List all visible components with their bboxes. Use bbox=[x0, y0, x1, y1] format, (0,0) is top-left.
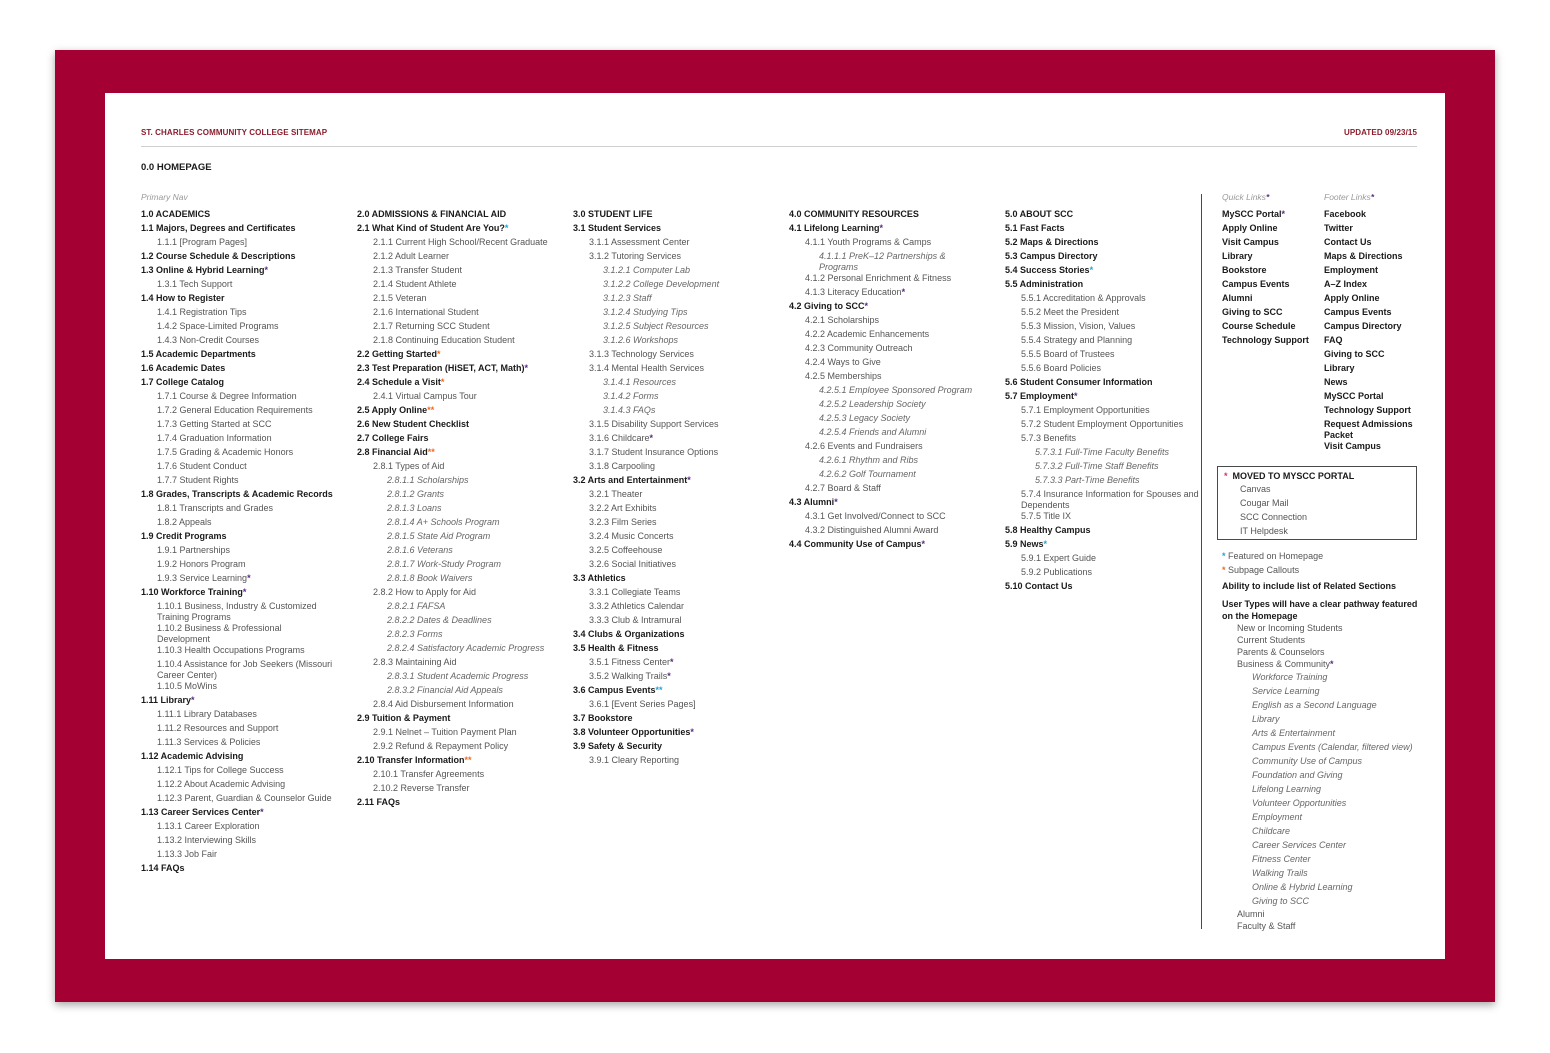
section-item-1-2-course-schedule-descriptions: 1.2 Course Schedule & Descriptions bbox=[141, 251, 296, 261]
subsection-item-1-4-3-non-credit-courses: 1.4.3 Non-Credit Courses bbox=[157, 335, 260, 345]
section-heading-4-0-community-resources: 4.0 COMMUNITY RESOURCES bbox=[789, 209, 919, 219]
user-type-parents-counselors: Parents & Counselors bbox=[1237, 647, 1325, 657]
subsection-item-3-1-4-mental-health-services: 3.1.4 Mental Health Services bbox=[589, 363, 705, 373]
footer-links-item-apply-online: Apply Online bbox=[1324, 293, 1380, 303]
footer-links-item-campus-directory: Campus Directory bbox=[1324, 321, 1402, 331]
subsection-item-5-9-1-expert-guide: 5.9.1 Expert Guide bbox=[1021, 553, 1097, 563]
subsection-item-1-10-3-health-occupations-programs: 1.10.3 Health Occupations Programs bbox=[157, 645, 305, 655]
footer-links-item-twitter: Twitter bbox=[1324, 223, 1353, 233]
moved-to-portal-box bbox=[1217, 466, 1417, 540]
section-item-2-2-getting-started: 2.2 Getting Started* bbox=[357, 349, 441, 359]
sub-subsection-item-2-8-3-2-financial-aid-appeals: 2.8.3.2 Financial Aid Appeals bbox=[387, 685, 503, 695]
sub-subsection-item-3-1-2-1-computer-lab: 3.1.2.1 Computer Lab bbox=[603, 265, 691, 275]
subsection-item-3-5-1-fitness-center: 3.5.1 Fitness Center* bbox=[589, 657, 674, 667]
section-item-5-10-contact-us: 5.10 Contact Us bbox=[1005, 581, 1073, 591]
sub-subsection-item-4-2-6-1-rhythm-and-ribs: 4.2.6.1 Rhythm and Ribs bbox=[819, 455, 919, 465]
highlight-star-icon: * bbox=[247, 573, 251, 583]
subsection-item-2-1-2-adult-learner: 2.1.2 Adult Learner bbox=[373, 251, 450, 261]
footer-links-item-a-z-index: A–Z Index bbox=[1324, 279, 1368, 289]
subsection-item-4-2-2-academic-enhancements: 4.2.2 Academic Enhancements bbox=[805, 329, 930, 339]
footer-links-item-technology-support: Technology Support bbox=[1324, 405, 1411, 415]
student-life-column bbox=[573, 209, 769, 769]
subsection-item-1-4-1-registration-tips: 1.4.1 Registration Tips bbox=[157, 307, 247, 317]
section-item-2-10-transfer-information: 2.10 Transfer Information** bbox=[357, 755, 472, 765]
highlight-star-icon: * bbox=[879, 223, 884, 233]
footer-links-item-library: Library bbox=[1324, 363, 1355, 373]
subsection-item-1-9-2-honors-program: 1.9.2 Honors Program bbox=[157, 559, 246, 569]
subsection-item-4-3-1-get-involved-connect-to-scc: 4.3.1 Get Involved/Connect to SCC bbox=[805, 511, 946, 521]
quick-links-item-myscc-portal: MySCC Portal* bbox=[1222, 209, 1286, 219]
sitemap-title: ST. CHARLES COMMUNITY COLLEGE SITEMAP bbox=[141, 128, 328, 137]
subsection-item-1-13-1-career-exploration: 1.13.1 Career Exploration bbox=[157, 821, 260, 831]
community-resources-column bbox=[789, 209, 985, 553]
updated-date: UPDATED 09/23/15 bbox=[1343, 128, 1417, 137]
highlight-star-icon: * bbox=[1281, 209, 1286, 219]
quick-links-label: Quick Links* bbox=[1222, 192, 1270, 202]
quick-links-item-course-schedule: Course Schedule bbox=[1222, 321, 1296, 331]
highlight-star-icon: ** bbox=[464, 755, 472, 765]
subsection-item-5-5-3-mission-vision-values: 5.5.3 Mission, Vision, Values bbox=[1021, 321, 1136, 331]
subsection-item-2-9-2-refund-repayment-policy: 2.9.2 Refund & Repayment Policy bbox=[373, 741, 509, 751]
subsection-item-1-11-1-library-databases: 1.11.1 Library Databases bbox=[157, 709, 257, 719]
sub-subsection-item-5-7-3-3-part-time-benefits: 5.7.3.3 Part-Time Benefits bbox=[1035, 475, 1140, 485]
section-item-5-8-healthy-campus: 5.8 Healthy Campus bbox=[1005, 525, 1091, 535]
subsection-item-3-5-2-walking-trails: 3.5.2 Walking Trails* bbox=[589, 671, 671, 681]
sub-subsection-item-2-8-1-2-grants: 2.8.1.2 Grants bbox=[387, 489, 445, 499]
user-type-library: Library bbox=[1252, 714, 1280, 724]
subsection-item-1-7-4-graduation-information: 1.7.4 Graduation Information bbox=[157, 433, 272, 443]
quick-links-item-visit-campus: Visit Campus bbox=[1222, 237, 1279, 247]
sub-subsection-item-2-8-2-2-dates-deadlines: 2.8.2.2 Dates & Deadlines bbox=[387, 615, 492, 625]
subsection-item-2-8-4-aid-disbursement-information: 2.8.4 Aid Disbursement Information bbox=[373, 699, 514, 709]
section-item-2-6-new-student-checklist: 2.6 New Student Checklist bbox=[357, 419, 470, 429]
legend-star-icon: * bbox=[1222, 565, 1226, 575]
subsection-item-1-12-1-tips-for-college-success: 1.12.1 Tips for College Success bbox=[157, 765, 284, 775]
subsection-item-4-2-3-community-outreach: 4.2.3 Community Outreach bbox=[805, 343, 913, 353]
highlight-star-icon: * bbox=[690, 727, 694, 737]
subsection-item-3-2-4-music-concerts: 3.2.4 Music Concerts bbox=[589, 531, 674, 541]
section-item-1-13-career-services-center: 1.13 Career Services Center* bbox=[141, 807, 264, 817]
subsection-item-1-8-2-appeals: 1.8.2 Appeals bbox=[157, 517, 212, 527]
highlight-star-icon: * bbox=[1074, 391, 1078, 401]
footer-links-item-faq: FAQ bbox=[1324, 335, 1343, 345]
section-item-2-3-test-preparation-hiset-act-math: 2.3 Test Preparation (HiSET, ACT, Math)* bbox=[357, 363, 529, 373]
subsection-item-1-10-4-assistance-for-job-seekers-missou: 1.10.4 Assistance for Job Seekers (Missouri Career Center) bbox=[157, 659, 333, 680]
section-item-3-1-student-services: 3.1 Student Services bbox=[573, 223, 662, 233]
footer-links-item-maps-directions: Maps & Directions bbox=[1324, 251, 1403, 261]
highlight-star-icon: * bbox=[1330, 659, 1334, 669]
section-item-2-11-faqs: 2.11 FAQs bbox=[357, 797, 401, 807]
subsection-item-2-8-2-how-to-apply-for-aid: 2.8.2 How to Apply for Aid bbox=[373, 587, 477, 597]
subsection-item-4-1-1-youth-programs-camps: 4.1.1 Youth Programs & Camps bbox=[805, 237, 932, 247]
user-type-career-services-center: Career Services Center bbox=[1252, 840, 1347, 850]
highlight-star-icon: * bbox=[242, 587, 247, 597]
subsection-item-4-2-1-scholarships: 4.2.1 Scholarships bbox=[805, 315, 880, 325]
section-heading-1-0-academics: 1.0 ACADEMICS bbox=[141, 209, 211, 219]
quick-links-item-giving-to-scc: Giving to SCC bbox=[1222, 307, 1283, 317]
footer-links-item-employment: Employment bbox=[1324, 265, 1379, 275]
subsection-item-2-4-1-virtual-campus-tour: 2.4.1 Virtual Campus Tour bbox=[373, 391, 477, 401]
subsection-item-1-7-2-general-education-requirements: 1.7.2 General Education Requirements bbox=[157, 405, 313, 415]
sub-subsection-item-4-2-5-1-employee-sponsored-program: 4.2.5.1 Employee Sponsored Program bbox=[819, 385, 973, 395]
quick-links-item-technology-support: Technology Support bbox=[1222, 335, 1309, 345]
highlight-star-icon: ** bbox=[655, 685, 663, 695]
subsection-item-3-1-5-disability-support-services: 3.1.5 Disability Support Services bbox=[589, 419, 719, 429]
subsection-item-1-8-1-transcripts-and-grades: 1.8.1 Transcripts and Grades bbox=[157, 503, 274, 513]
section-item-2-1-what-kind-of-student-are-you: 2.1 What Kind of Student Are You?* bbox=[357, 223, 509, 233]
sitemap-frame bbox=[55, 50, 1495, 1002]
section-item-1-8-grades-transcripts-academic-records: 1.8 Grades, Transcripts & Academic Records bbox=[141, 489, 333, 499]
subsection-item-3-9-1-cleary-reporting: 3.9.1 Cleary Reporting bbox=[589, 755, 680, 765]
sub-subsection-item-5-7-3-1-full-time-faculty-benefits: 5.7.3.1 Full-Time Faculty Benefits bbox=[1035, 447, 1169, 457]
section-item-5-1-fast-facts: 5.1 Fast Facts bbox=[1005, 223, 1065, 233]
user-type-giving-to-scc: Giving to SCC bbox=[1252, 896, 1310, 906]
user-type-faculty-staff: Faculty & Staff bbox=[1237, 921, 1296, 931]
subsection-item-5-5-2-meet-the-president: 5.5.2 Meet the President bbox=[1021, 307, 1120, 317]
about-scc-column bbox=[1005, 209, 1201, 595]
section-item-1-1-majors-degrees-and-certificates: 1.1 Majors, Degrees and Certificates bbox=[141, 223, 296, 233]
highlight-star-icon: * bbox=[670, 657, 674, 667]
subsection-item-3-1-2-tutoring-services: 3.1.2 Tutoring Services bbox=[589, 251, 682, 261]
subsection-item-1-10-5-mowins: 1.10.5 MoWins bbox=[157, 681, 218, 691]
section-item-5-7-employment: 5.7 Employment* bbox=[1005, 391, 1078, 401]
footer-links-item-campus-events: Campus Events bbox=[1324, 307, 1392, 317]
highlight-star-icon: * bbox=[667, 671, 671, 681]
user-types-list bbox=[1222, 622, 1422, 932]
subsection-item-1-9-3-service-learning: 1.9.3 Service Learning* bbox=[157, 573, 251, 583]
footer-links-item-request-admissions-packet: Request Admissions Packet bbox=[1324, 419, 1413, 440]
highlight-star-icon: * bbox=[1089, 265, 1094, 275]
user-type-current-students: Current Students bbox=[1237, 635, 1306, 645]
section-item-5-4-success-stories: 5.4 Success Stories* bbox=[1005, 265, 1094, 275]
sub-subsection-item-3-1-4-2-forms: 3.1.4.2 Forms bbox=[603, 391, 659, 401]
sub-subsection-item-2-8-1-6-veterans: 2.8.1.6 Veterans bbox=[387, 545, 453, 555]
subsection-item-2-1-7-returning-scc-student: 2.1.7 Returning SCC Student bbox=[373, 321, 490, 331]
subsection-item-1-3-1-tech-support: 1.3.1 Tech Support bbox=[157, 279, 233, 289]
user-type-employment: Employment bbox=[1252, 812, 1303, 822]
subsection-item-2-1-8-continuing-education-student: 2.1.8 Continuing Education Student bbox=[373, 335, 515, 345]
subsection-item-5-5-5-board-of-trustees: 5.5.5 Board of Trustees bbox=[1021, 349, 1115, 359]
subsection-item-3-1-3-technology-services: 3.1.3 Technology Services bbox=[589, 349, 694, 359]
sub-subsection-item-2-8-1-1-scholarships: 2.8.1.1 Scholarships bbox=[387, 475, 469, 485]
subsection-item-4-1-3-literacy-education: 4.1.3 Literacy Education* bbox=[805, 287, 906, 297]
sub-subsection-item-4-2-5-2-leadership-society: 4.2.5.2 Leadership Society bbox=[819, 399, 926, 409]
subsection-item-2-9-1-nelnet-tuition-payment-plan: 2.9.1 Nelnet – Tuition Payment Plan bbox=[373, 727, 517, 737]
section-item-3-8-volunteer-opportunities: 3.8 Volunteer Opportunities* bbox=[573, 727, 694, 737]
subsection-item-1-10-2-business-professional-development: 1.10.2 Business & Professional Development bbox=[157, 623, 282, 644]
subsection-item-3-2-2-art-exhibits: 3.2.2 Art Exhibits bbox=[589, 503, 657, 513]
subsection-item-1-13-2-interviewing-skills: 1.13.2 Interviewing Skills bbox=[157, 835, 257, 845]
section-item-1-3-online-hybrid-learning: 1.3 Online & Hybrid Learning* bbox=[141, 265, 269, 275]
section-item-4-1-lifelong-learning: 4.1 Lifelong Learning* bbox=[789, 223, 884, 233]
user-type-volunteer-opportunities: Volunteer Opportunities bbox=[1252, 798, 1347, 808]
user-type-new-or-incoming-students: New or Incoming Students bbox=[1237, 623, 1343, 633]
sub-subsection-item-2-8-1-4-a-schools-program: 2.8.1.4 A+ Schools Program bbox=[387, 517, 500, 527]
sub-subsection-item-2-8-1-5-state-aid-program: 2.8.1.5 State Aid Program bbox=[387, 531, 491, 541]
subsection-item-3-3-2-athletics-calendar: 3.3.2 Athletics Calendar bbox=[589, 601, 685, 611]
highlight-star-icon: ** bbox=[427, 447, 435, 457]
subsection-item-5-9-2-publications: 5.9.2 Publications bbox=[1021, 567, 1093, 577]
sub-subsection-item-3-1-2-4-studying-tips: 3.1.2.4 Studying Tips bbox=[603, 307, 688, 317]
section-item-1-4-how-to-register: 1.4 How to Register bbox=[141, 293, 225, 303]
subsection-item-5-5-6-board-policies: 5.5.6 Board Policies bbox=[1021, 363, 1102, 373]
sub-subsection-item-2-8-1-3-loans: 2.8.1.3 Loans bbox=[387, 503, 442, 513]
moved-item-cougar-mail: Cougar Mail bbox=[1240, 498, 1289, 508]
subsection-item-1-9-1-partnerships: 1.9.1 Partnerships bbox=[157, 545, 231, 555]
sub-subsection-item-4-2-5-4-friends-and-alumni: 4.2.5.4 Friends and Alumni bbox=[819, 427, 927, 437]
subsection-item-1-7-1-course-degree-information: 1.7.1 Course & Degree Information bbox=[157, 391, 297, 401]
highlight-star-icon: * bbox=[264, 265, 269, 275]
section-item-1-11-library: 1.11 Library* bbox=[141, 695, 195, 705]
header-divider bbox=[141, 146, 1417, 147]
section-item-5-5-administration: 5.5 Administration bbox=[1005, 279, 1084, 289]
section-item-1-10-workforce-training: 1.10 Workforce Training* bbox=[141, 587, 247, 597]
footer-links-item-myscc-portal: MySCC Portal bbox=[1324, 391, 1384, 401]
sub-subsection-item-2-8-2-3-forms: 2.8.2.3 Forms bbox=[387, 629, 443, 639]
section-item-5-6-student-consumer-information: 5.6 Student Consumer Information bbox=[1005, 377, 1153, 387]
user-type-workforce-training: Workforce Training bbox=[1252, 672, 1328, 682]
moved-item-scc-connection: SCC Connection bbox=[1240, 512, 1308, 522]
section-item-4-3-alumni: 4.3 Alumni* bbox=[789, 497, 838, 507]
subsection-item-1-7-3-getting-started-at-scc: 1.7.3 Getting Started at SCC bbox=[157, 419, 272, 429]
section-item-3-4-clubs-organizations: 3.4 Clubs & Organizations bbox=[573, 629, 685, 639]
subsection-item-5-7-5-title-ix: 5.7.5 Title IX bbox=[1021, 511, 1072, 521]
footer-links-list bbox=[1324, 209, 1424, 455]
subsection-item-4-1-2-personal-enrichment-fitness: 4.1.2 Personal Enrichment & Fitness bbox=[805, 273, 952, 283]
section-item-3-7-bookstore: 3.7 Bookstore bbox=[573, 713, 633, 723]
section-item-1-9-credit-programs: 1.9 Credit Programs bbox=[141, 531, 227, 541]
subsection-item-1-12-2-about-academic-advising: 1.12.2 About Academic Advising bbox=[157, 779, 286, 789]
sub-subsection-item-3-1-4-3-faqs: 3.1.4.3 FAQs bbox=[603, 405, 656, 415]
user-type-alumni: Alumni bbox=[1237, 909, 1265, 919]
section-item-5-2-maps-directions: 5.2 Maps & Directions bbox=[1005, 237, 1099, 247]
subsection-item-2-10-2-reverse-transfer: 2.10.2 Reverse Transfer bbox=[373, 783, 470, 793]
user-types-heading: User Types will have a clear pathway featured on the Homepage bbox=[1222, 599, 1418, 621]
highlight-star-icon: * bbox=[834, 497, 838, 507]
subsection-item-3-1-6-childcare: 3.1.6 Childcare* bbox=[589, 433, 654, 443]
user-type-online-hybrid-learning: Online & Hybrid Learning bbox=[1252, 882, 1353, 892]
subsection-item-3-2-6-social-initiatives: 3.2.6 Social Initiatives bbox=[589, 559, 677, 569]
legend bbox=[1222, 549, 1422, 932]
subsection-item-2-8-1-types-of-aid: 2.8.1 Types of Aid bbox=[373, 461, 445, 471]
section-item-3-3-athletics: 3.3 Athletics bbox=[573, 573, 626, 583]
subsection-item-1-7-6-student-conduct: 1.7.6 Student Conduct bbox=[157, 461, 247, 471]
sub-subsection-item-5-7-3-2-full-time-staff-benefits: 5.7.3.2 Full-Time Staff Benefits bbox=[1035, 461, 1159, 471]
legend-star-icon: * bbox=[1222, 551, 1226, 561]
sub-subsection-item-4-2-6-2-golf-tournament: 4.2.6.2 Golf Tournament bbox=[819, 469, 916, 479]
subsection-item-3-6-1-event-series-pages: 3.6.1 [Event Series Pages] bbox=[589, 699, 696, 709]
highlight-star-icon: * bbox=[524, 363, 529, 373]
subsection-item-5-7-2-student-employment-opportunities: 5.7.2 Student Employment Opportunities bbox=[1021, 419, 1184, 429]
highlight-star-icon: * bbox=[504, 223, 509, 233]
sub-subsection-item-3-1-4-1-resources: 3.1.4.1 Resources bbox=[603, 377, 677, 387]
subsection-item-1-11-2-resources-and-support: 1.11.2 Resources and Support bbox=[157, 723, 279, 733]
subsection-item-3-3-3-club-intramural: 3.3.3 Club & Intramural bbox=[589, 615, 682, 625]
footer-links-item-visit-campus: Visit Campus bbox=[1324, 441, 1381, 451]
subsection-item-3-1-8-carpooling: 3.1.8 Carpooling bbox=[589, 461, 656, 471]
subsection-item-4-3-2-distinguished-alumni-award: 4.3.2 Distinguished Alumni Award bbox=[805, 525, 939, 535]
sub-subsection-item-2-8-3-1-student-academic-progress: 2.8.3.1 Student Academic Progress bbox=[387, 671, 529, 681]
section-item-1-12-academic-advising: 1.12 Academic Advising bbox=[141, 751, 244, 761]
user-type-fitness-center: Fitness Center bbox=[1252, 854, 1311, 864]
section-item-3-2-arts-and-entertainment: 3.2 Arts and Entertainment* bbox=[573, 475, 691, 485]
section-item-3-5-health-fitness: 3.5 Health & Fitness bbox=[573, 643, 659, 653]
footer-links-item-news: News bbox=[1324, 377, 1348, 387]
quick-links-item-campus-events: Campus Events bbox=[1222, 279, 1290, 289]
user-type-walking-trails: Walking Trails bbox=[1252, 868, 1308, 878]
quick-links-item-alumni: Alumni bbox=[1222, 293, 1253, 303]
section-item-1-5-academic-departments: 1.5 Academic Departments bbox=[141, 349, 256, 359]
highlight-star-icon: * bbox=[901, 287, 906, 297]
user-type-community-use-of-campus: Community Use of Campus bbox=[1252, 756, 1363, 766]
subsection-item-1-1-1-program-pages: 1.1.1 [Program Pages] bbox=[157, 237, 248, 247]
related-sections-note: Ability to include list of Related Sections bbox=[1222, 581, 1397, 591]
homepage-heading: 0.0 HOMEPAGE bbox=[141, 162, 212, 173]
quick-links-item-library: Library bbox=[1222, 251, 1253, 261]
section-item-2-4-schedule-a-visit: 2.4 Schedule a Visit* bbox=[357, 377, 445, 387]
section-heading-5-0-about-scc: 5.0 ABOUT SCC bbox=[1005, 209, 1074, 219]
subsection-item-2-1-6-international-student: 2.1.6 International Student bbox=[373, 307, 479, 317]
legend-item-featured-on-homepage: * Featured on Homepage bbox=[1222, 551, 1324, 561]
sub-subsection-item-2-8-1-8-book-waivers: 2.8.1.8 Book Waivers bbox=[387, 573, 473, 583]
admissions-column bbox=[357, 209, 553, 811]
highlight-star-icon: * bbox=[260, 807, 264, 817]
highlight-star-icon: * bbox=[864, 301, 869, 311]
subsection-item-4-2-5-memberships: 4.2.5 Memberships bbox=[805, 371, 882, 381]
subsection-item-1-7-5-grading-academic-honors: 1.7.5 Grading & Academic Honors bbox=[157, 447, 294, 457]
section-item-5-9-news: 5.9 News* bbox=[1005, 539, 1048, 549]
highlight-star-icon: * bbox=[440, 377, 445, 387]
section-item-2-5-apply-online: 2.5 Apply Online** bbox=[357, 405, 435, 415]
section-item-1-14-faqs: 1.14 FAQs bbox=[141, 863, 185, 873]
sub-subsection-item-3-1-2-6-workshops: 3.1.2.6 Workshops bbox=[603, 335, 679, 345]
subsection-item-5-5-1-accreditation-approvals: 5.5.1 Accreditation & Approvals bbox=[1021, 293, 1146, 303]
section-heading-2-0-admissions-financial-aid: 2.0 ADMISSIONS & FINANCIAL AID bbox=[357, 209, 507, 219]
footer-links-label: Footer Links* bbox=[1324, 192, 1375, 202]
highlight-star-icon: * bbox=[191, 695, 195, 705]
moved-item-it-helpdesk: IT Helpdesk bbox=[1240, 526, 1288, 536]
subsection-item-4-2-6-events-and-fundraisers: 4.2.6 Events and Fundraisers bbox=[805, 441, 923, 451]
legend-item-subpage-callouts: * Subpage Callouts bbox=[1222, 565, 1300, 575]
subsection-item-3-1-1-assessment-center: 3.1.1 Assessment Center bbox=[589, 237, 690, 247]
moved-to-portal-title: * MOVED TO MYSCC PORTAL bbox=[1224, 471, 1355, 481]
footer-links-item-contact-us: Contact Us bbox=[1324, 237, 1372, 247]
sub-subsection-item-3-1-2-2-college-development: 3.1.2.2 College Development bbox=[603, 279, 720, 289]
subsection-item-1-13-3-job-fair: 1.13.3 Job Fair bbox=[157, 849, 218, 859]
highlight-star-icon: * bbox=[437, 349, 441, 359]
subsection-item-1-11-3-services-policies: 1.11.3 Services & Policies bbox=[157, 737, 261, 747]
subsection-item-2-8-3-maintaining-aid: 2.8.3 Maintaining Aid bbox=[373, 657, 457, 667]
section-item-3-9-safety-security: 3.9 Safety & Security bbox=[573, 741, 663, 751]
subsection-item-1-12-3-parent-guardian-counselor-guide: 1.12.3 Parent, Guardian & Counselor Guide bbox=[157, 793, 332, 803]
section-item-4-2-giving-to-scc: 4.2 Giving to SCC* bbox=[789, 301, 869, 311]
sub-subsection-item-4-1-1-1-prek-12-partnerships-programs: 4.1.1.1 PreK–12 Partnerships & Programs bbox=[819, 251, 946, 272]
subsection-item-4-2-7-board-staff: 4.2.7 Board & Staff bbox=[805, 483, 881, 493]
section-item-2-9-tuition-payment: 2.9 Tuition & Payment bbox=[357, 713, 451, 723]
primary-nav-label: Primary Nav bbox=[141, 192, 188, 202]
sitemap-sheet bbox=[105, 93, 1445, 959]
side-panel-divider bbox=[1201, 194, 1202, 929]
section-item-2-8-financial-aid: 2.8 Financial Aid** bbox=[357, 447, 435, 457]
sub-subsection-item-2-8-2-4-satisfactory-academic-progress: 2.8.2.4 Satisfactory Academic Progress bbox=[387, 643, 545, 653]
section-item-4-4-community-use-of-campus: 4.4 Community Use of Campus* bbox=[789, 539, 926, 549]
sub-subsection-item-2-8-2-1-fafsa: 2.8.2.1 FAFSA bbox=[387, 601, 446, 611]
subsection-item-3-2-1-theater: 3.2.1 Theater bbox=[589, 489, 643, 499]
section-item-1-7-college-catalog: 1.7 College Catalog bbox=[141, 377, 225, 387]
subsection-item-1-4-2-space-limited-programs: 1.4.2 Space-Limited Programs bbox=[157, 321, 279, 331]
footer-links-item-facebook: Facebook bbox=[1324, 209, 1367, 219]
footer-links-item-giving-to-scc: Giving to SCC bbox=[1324, 349, 1385, 359]
sub-subsection-item-4-2-5-3-legacy-society: 4.2.5.3 Legacy Society bbox=[819, 413, 911, 423]
subsection-item-5-7-4-insurance-information-for-spouses-: 5.7.4 Insurance Information for Spouses and Dependents bbox=[1021, 489, 1199, 510]
quick-links-item-bookstore: Bookstore bbox=[1222, 265, 1267, 275]
user-type-childcare: Childcare bbox=[1252, 826, 1291, 836]
subsection-item-2-1-4-student-athlete: 2.1.4 Student Athlete bbox=[373, 279, 457, 289]
subsection-item-5-7-1-employment-opportunities: 5.7.1 Employment Opportunities bbox=[1021, 405, 1150, 415]
sub-subsection-item-2-8-1-7-work-study-program: 2.8.1.7 Work-Study Program bbox=[387, 559, 502, 569]
section-item-1-6-academic-dates: 1.6 Academic Dates bbox=[141, 363, 226, 373]
subsection-item-2-1-3-transfer-student: 2.1.3 Transfer Student bbox=[373, 265, 463, 275]
highlight-star-icon: * bbox=[649, 433, 654, 443]
user-type-campus-events-calendar-filtered-view: Campus Events (Calendar, filtered view) bbox=[1252, 742, 1413, 752]
user-type-lifelong-learning: Lifelong Learning bbox=[1252, 784, 1322, 794]
quick-links-item-apply-online: Apply Online bbox=[1222, 223, 1278, 233]
user-type-english-as-a-second-language: English as a Second Language bbox=[1252, 700, 1377, 710]
subsection-item-5-7-3-benefits: 5.7.3 Benefits bbox=[1021, 433, 1077, 443]
sub-subsection-item-3-1-2-3-staff: 3.1.2.3 Staff bbox=[603, 293, 652, 303]
highlight-star-icon: * bbox=[921, 539, 926, 549]
highlight-star-icon: * bbox=[1043, 539, 1048, 549]
subsection-item-2-1-5-veteran: 2.1.5 Veteran bbox=[373, 293, 427, 303]
subsection-item-3-1-7-student-insurance-options: 3.1.7 Student Insurance Options bbox=[589, 447, 719, 457]
academics-column bbox=[141, 209, 337, 877]
subsection-item-2-1-1-current-high-school-recent-graduat: 2.1.1 Current High School/Recent Graduate bbox=[373, 237, 548, 247]
subsection-item-1-7-7-student-rights: 1.7.7 Student Rights bbox=[157, 475, 239, 485]
section-heading-3-0-student-life: 3.0 STUDENT LIFE bbox=[573, 209, 653, 219]
subsection-item-1-10-1-business-industry-customized-trai: 1.10.1 Business, Industry & Customized Training Programs bbox=[157, 601, 317, 622]
user-type-business-community: Business & Community* bbox=[1237, 659, 1334, 669]
highlight-star-icon: ** bbox=[427, 405, 435, 415]
user-type-foundation-and-giving: Foundation and Giving bbox=[1252, 770, 1343, 780]
section-item-3-6-campus-events: 3.6 Campus Events** bbox=[573, 685, 663, 695]
quick-links-list bbox=[1222, 209, 1322, 349]
highlight-star-icon: * bbox=[687, 475, 691, 485]
moved-item-canvas: Canvas bbox=[1240, 484, 1271, 494]
section-item-5-3-campus-directory: 5.3 Campus Directory bbox=[1005, 251, 1098, 261]
subsection-item-3-3-1-collegiate-teams: 3.3.1 Collegiate Teams bbox=[589, 587, 681, 597]
subsection-item-5-5-4-strategy-and-planning: 5.5.4 Strategy and Planning bbox=[1021, 335, 1133, 345]
section-item-2-7-college-fairs: 2.7 College Fairs bbox=[357, 433, 429, 443]
user-type-arts-entertainment: Arts & Entertainment bbox=[1252, 728, 1336, 738]
sub-subsection-item-3-1-2-5-subject-resources: 3.1.2.5 Subject Resources bbox=[603, 321, 709, 331]
subsection-item-3-2-5-coffeehouse: 3.2.5 Coffeehouse bbox=[589, 545, 663, 555]
user-type-service-learning: Service Learning bbox=[1252, 686, 1320, 696]
subsection-item-4-2-4-ways-to-give: 4.2.4 Ways to Give bbox=[805, 357, 881, 367]
subsection-item-3-2-3-film-series: 3.2.3 Film Series bbox=[589, 517, 657, 527]
subsection-item-2-10-1-transfer-agreements: 2.10.1 Transfer Agreements bbox=[373, 769, 485, 779]
